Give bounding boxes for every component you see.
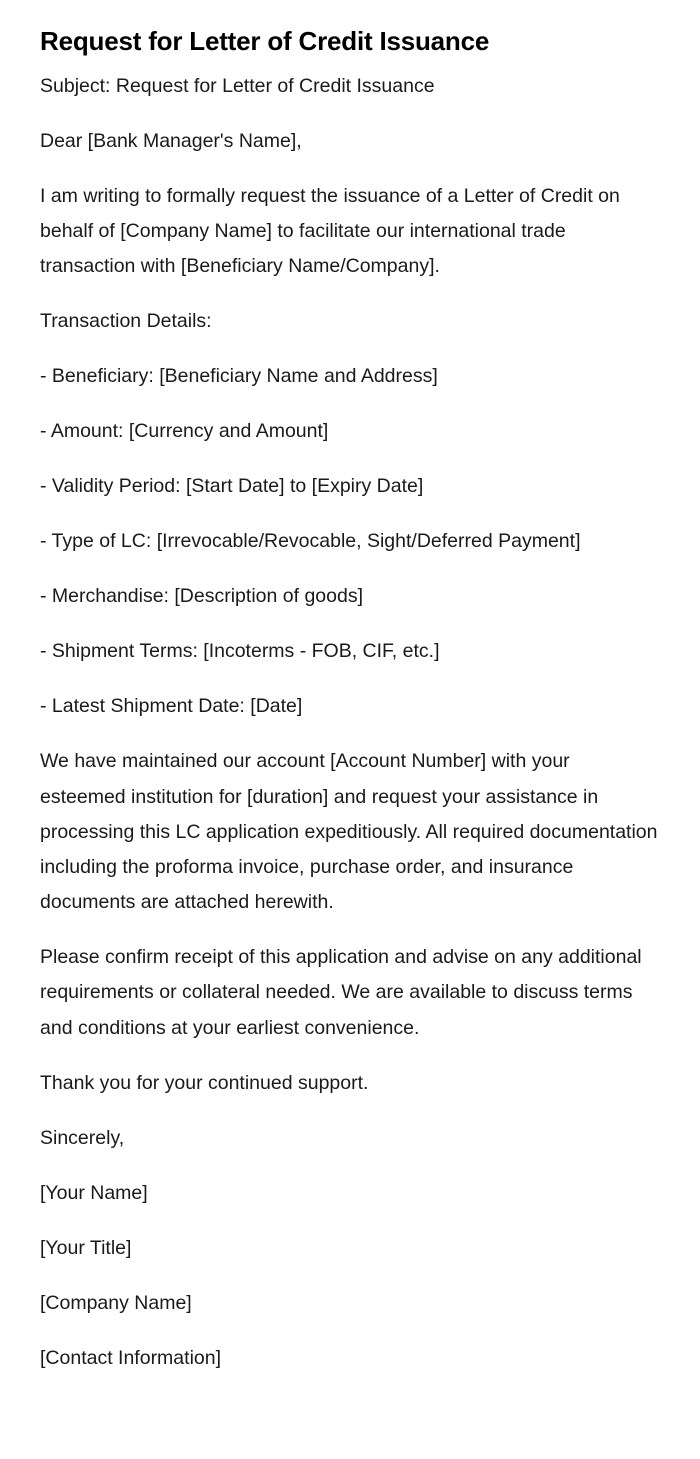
salutation: Dear [Bank Manager's Name], (40, 130, 302, 152)
closing-line: Sincerely, (40, 1126, 125, 1149)
letter-title: Request for Letter of Credit Issuance (40, 26, 490, 56)
detail-merchandise: - Merchandise: [Description of goods] (40, 585, 363, 608)
signature-company: [Company Name] (40, 1291, 192, 1314)
confirm-paragraph: Please confirm receipt of this application and advise on any additional requirements or collateral needed. We are available to discuss terms and conditions at your earliest convenience. (40, 946, 642, 1039)
detail-validity-period: - Validity Period: [Start Date] to [Expiry Date] (40, 475, 424, 498)
detail-amount: - Amount: [Currency and Amount] (40, 420, 329, 443)
signature-name: [Your Name] (40, 1181, 148, 1204)
detail-type-of-lc: - Type of LC: [Irrevocable/Revocable, Sight/Deferred Payment] (40, 530, 581, 553)
detail-beneficiary: - Beneficiary: [Beneficiary Name and Address] (40, 365, 438, 388)
intro-paragraph: I am writing to formally request the issuance of a Letter of Credit on behalf of [Company Name] to facilitate our international trade transaction with [Beneficiary Name/Company]. (40, 185, 620, 278)
thanks-line: Thank you for your continued support. (40, 1071, 369, 1094)
subject-line: Subject: Request for Letter of Credit Issuance (40, 75, 435, 97)
signature-title: [Your Title] (40, 1236, 132, 1259)
transaction-details-heading: Transaction Details: (40, 310, 212, 333)
signature-contact: [Contact Information] (40, 1346, 222, 1369)
account-paragraph: We have maintained our account [Account Number] with your esteemed institution for [duration] and request your assistance in processing this LC application expeditiously. All required documentation including the proforma invoice, purchase order, and insurance documents are attached herewith. (40, 750, 658, 914)
detail-latest-shipment-date: - Latest Shipment Date: [Date] (40, 695, 303, 718)
detail-shipment-terms: - Shipment Terms: [Incoterms - FOB, CIF, etc.] (40, 640, 440, 663)
